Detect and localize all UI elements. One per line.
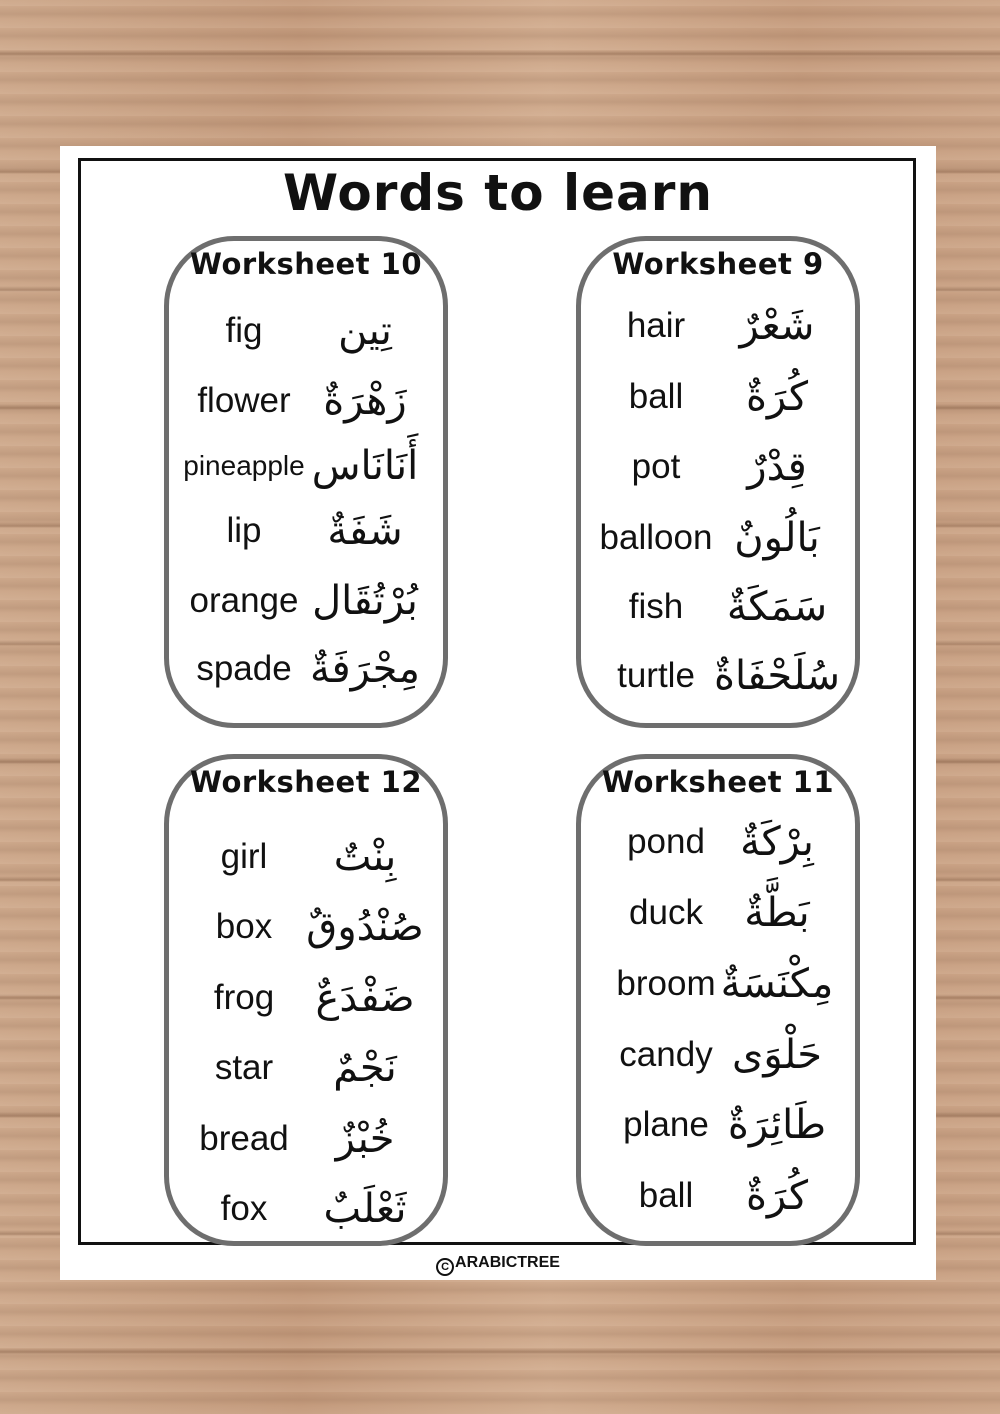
card-worksheet-12 [164,754,448,1246]
word-row [581,883,855,943]
english-word: fig [225,311,263,350]
english-word: turtle [617,656,695,695]
arabic-word: صُنْدُوقٌ [306,904,424,950]
card-worksheet-9 [576,236,860,728]
word-row [581,1166,855,1226]
word-row [581,577,855,637]
english-word: candy [619,1035,713,1074]
english-word: fox [220,1189,268,1228]
english-word: hair [626,306,686,345]
arabic-word: سُلَحْفَاةٌ [714,653,840,699]
word-row [169,501,443,561]
arabic-word: مِكْنَسَةٌ [720,961,834,1007]
word-row [169,1109,443,1169]
english-word: star [214,1048,274,1087]
word-row [169,1038,443,1098]
english-word: duck [629,893,703,932]
arabic-word: أَنَانَاس [311,443,419,489]
english-word: girl [220,837,268,876]
word-row [581,508,855,568]
arabic-word: مِجْرَفَةٌ [310,646,420,692]
word-row [169,301,443,361]
word-row [581,367,855,427]
english-word: lip [226,511,262,550]
english-word: ball [638,1176,694,1215]
word-row [169,897,443,957]
arabic-word: بَالُونٌ [734,515,820,561]
english-word: balloon [599,518,713,557]
arabic-word: ضَفْدَعٌ [315,975,415,1021]
brand-name: ARABICTREE [455,1254,560,1271]
english-word: orange [189,581,299,620]
arabic-word: طَائِرَةٌ [727,1102,827,1148]
english-word: fish [628,587,684,626]
arabic-word: نَجْمٌ [333,1045,397,1091]
arabic-word: بُرْتُقَال [312,578,418,624]
english-word: frog [213,978,275,1017]
english-word: pot [631,447,681,486]
english-word: plane [623,1105,709,1144]
word-row [581,1025,855,1085]
worksheet-page [60,146,936,1280]
arabic-word: شَعْرٌ [739,303,815,349]
card-title: Worksheet 10 [189,247,423,281]
arabic-word: سَمَكَةٌ [726,584,828,630]
word-row [169,639,443,699]
english-word: box [215,907,273,946]
word-row [581,646,855,706]
word-row [169,371,443,431]
english-word: broom [616,964,716,1003]
word-row [581,1095,855,1155]
arabic-word: شَفَةٌ [327,508,403,554]
english-word: spade [196,649,292,688]
arabic-word: حَلْوَى [732,1032,822,1078]
word-row [169,968,443,1028]
arabic-word: خُبْزٌ [335,1116,395,1162]
arabic-word: كُرَةٌ [745,374,809,420]
word-row [169,436,443,496]
arabic-word: بِرْكَةٌ [740,819,814,865]
copyright-icon: C [436,1258,454,1276]
word-row [581,437,855,497]
english-word: pond [627,822,705,861]
copyright-footer [60,1254,936,1276]
word-row [169,1179,443,1239]
arabic-word: بَطَّةٌ [744,890,810,936]
word-row [169,571,443,631]
arabic-word: زَهْرَةٌ [323,378,407,424]
card-title: Worksheet 11 [601,765,835,799]
arabic-word: ثَعْلَبٌ [323,1186,407,1232]
english-word: pineapple [183,450,305,481]
page-title: Words to learn [282,164,714,222]
english-word: bread [199,1119,289,1158]
word-row [581,812,855,872]
english-word: ball [628,377,684,416]
word-row [581,296,855,356]
card-worksheet-10 [164,236,448,728]
arabic-word: قِدْرٌ [747,444,807,490]
arabic-word: تِين [338,308,392,354]
english-word: flower [197,381,291,420]
word-row [581,954,855,1014]
card-title: Worksheet 9 [612,247,824,281]
arabic-word: بِنْتٌ [333,834,397,880]
card-worksheet-11 [576,754,860,1246]
arabic-word: كُرَةٌ [745,1173,809,1219]
card-title: Worksheet 12 [189,765,423,799]
word-row [169,827,443,887]
